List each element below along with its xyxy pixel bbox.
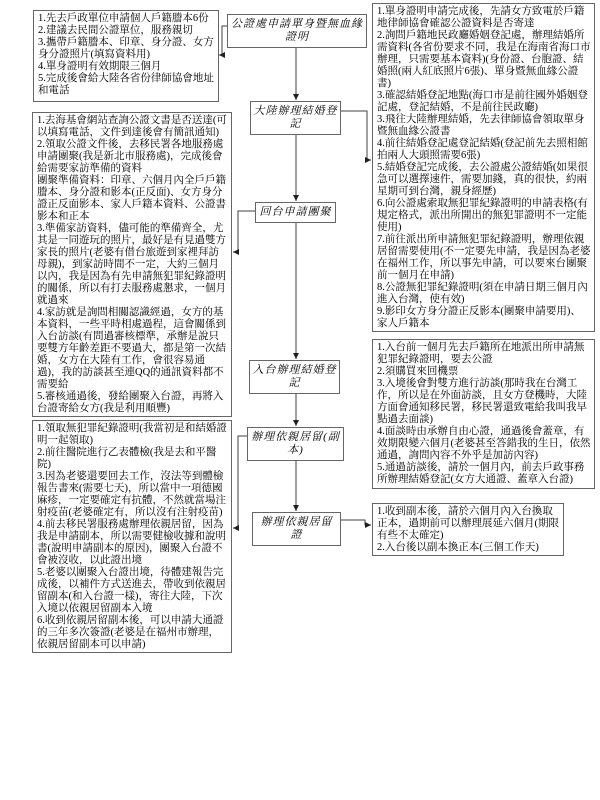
note-item: 2.前往醫院進行乙表體檢(我是去和平醫院) [37, 447, 217, 470]
note-item: 9.影印女方身分證正反影本(團聚申請要用)、家人戶籍本 [377, 306, 581, 329]
note-item: 3.因為老婆還要回去工作，沒法等到體檢報告書來(需要七天)，所以當中一項德國麻疹，一定要確定有抗體，不然就當場注射疫苗(老婆確定有，所以沒有注射疫苗) [37, 471, 226, 518]
note-item: 4.前去移民署服務處辦理依親居留，因為我是申請副本，所以需要健檢收據和說明書(說明申請副本的原因)，團聚入台證不會被沒收，以此證出境 [37, 519, 226, 566]
note-item: 5.結婚登記完成後，去公證處公證結婚(如果很急可以選擇速件，需要加錢，真的很快，約兩星期可到台灣，親身經歷) [377, 162, 588, 197]
note-item: 3.攜帶戶籍謄本、印章、身分證、女方身分證照片(填寫資料用) [38, 37, 214, 60]
note-item: 8.公證無犯罪紀錄證明(須在申請日期三個月內進入台灣，使有效) [377, 282, 588, 305]
note-item: 5.審核通過後，發給團聚入台證，再將入台證寄給女方(我是利用順豐) [37, 391, 224, 414]
note-item: 1.領取無犯罪紀錄證明(我當初是和結婚證明一起領取) [37, 423, 227, 446]
note-item: 1.先去戶政單位申請個人戶籍謄本6份 [38, 13, 209, 24]
note-item: 2.建議去民間公證單位，服務親切 [38, 25, 193, 36]
note-item: 2.入台後以副本換正本(三個工作天) [377, 542, 539, 553]
flow-step-mainland-marriage-registration [250, 101, 341, 135]
flow-step-dependent-residency-certificate [252, 512, 341, 546]
flow-step-label: 回台申請團聚 [259, 206, 332, 218]
right-note-2 [372, 339, 595, 489]
note-item: 4.面談時由承辦自由心證，通過後會蓋章，有效期限變六個月(老婆甚至答錯我的生日，依然通過，詢問內容不外乎是加訪內容) [377, 426, 591, 461]
note-item: 4.家訪就是詢問相關認識經過，女方的基本資料，一些平時相處過程，這會關係到入台訪談(有問過審核標準，承辦是說只要雙方年齡差距不要過大，都是第一次結婚，女方在大陸有工作，會很容易通過)，我的訪談甚至連QQ的通訊資料都不需要給 [37, 307, 226, 390]
flow-step-label: 辦理依親居留證 [260, 516, 333, 541]
note-item: 1.收到副本後，請於六個月內入台換取正本，過期前可以辦理展延六個月(期限有些不太確定) [377, 506, 559, 541]
note-item: 團聚準備資料：印章、六個月內全戶戶籍謄本、身分證和影本(正反面)、女方身分證正反面影本、家人戶籍本資料、公證書影本和正本 [37, 175, 226, 222]
arrow-step2-right-note1 [340, 111, 371, 160]
note-item: 3.入境後會對雙方進行訪談(那時我在台灣工作，所以是在外面訪談，且女方登機時，大陸方面會通知移民署，移民署還致電給我叫我早點過去面談) [377, 378, 587, 425]
note-item: 4.前往結婚登記處登記結婚(登記前先去照相館拍兩人大頭照需要6張) [377, 138, 588, 161]
note-item: 4.單身證明有效期限三個月 [38, 61, 162, 72]
note-item: 5.通過訪談後，請於一個月內，前去戶政事務所辦理結婚登記(女方大通證、蓋章入台證) [377, 462, 585, 485]
note-item: 3.確認結婚登記地點(海口市是前往國外婚姻登記處，登記結婚，不是前往民政廳) [377, 90, 588, 113]
left-note-1 [33, 10, 219, 102]
arrow-step1-left-note1 [219, 26, 227, 55]
note-item: 5.完成後會給大陸各省份律師協會地址和電話 [38, 73, 214, 96]
flow-step-notary-single-certificate [227, 14, 367, 48]
arrow-step6-right-note3 [340, 520, 371, 525]
note-item: 2.詢問戶籍地民政廳婚姻登記處，辦理結婚所需資料(各省份要求不同，我是在海南省海口市辦理，只需要基本資料)(身份證、台胞證、結婚照(兩人紅底照片6張)、單身暨無血緣公證書) [377, 30, 591, 89]
flow-step-taiwan-marriage-registration [249, 360, 340, 394]
note-item: 1.單身證明申請完成後，先請女方致電於戶籍地律師協會確認公證資料是否寄達 [377, 6, 585, 29]
left-note-3 [32, 420, 232, 653]
note-item: 5.老婆以團聚入台證出境，待體建報告完成後，以補件方式送進去，帶收到依親居留副本(和入台證一樣)，寄往大陸，下次入境以依親居留副本入境 [37, 567, 226, 614]
note-item: 6.向公證處索取無犯罪紀錄證明的申請表格(有規定格式，派出所開出的無犯罪證明不一定能使用) [377, 198, 588, 233]
right-note-3 [372, 503, 564, 556]
note-item: 1.去海基會網站查詢公證文書是否送達(可以填寫電話，文件到達後會有簡訊通知) [37, 115, 227, 138]
flow-step-label: 入台辦理結婚登記 [252, 364, 337, 389]
flow-step-return-taiwan-reunion-application [255, 202, 336, 223]
note-item: 6.收到依親居留副本後，可以申請大通證的三年多次簽證(老婆是在福州市辦理，依親居留副本可以申請) [37, 615, 224, 650]
note-item: 2.領取公證文件後，去移民署各地服務處申請團聚(我是新北市服務處)，完成後會給需要家訪準備的資料 [37, 139, 224, 174]
flow-step-label: 大陸辦理結婚登記 [253, 105, 338, 130]
flow-step-dependent-residency-copy [247, 427, 344, 461]
note-item: 3.準備家訪資料，儘可能的準備齊全，尤其是一同遊玩的照片，最好是有見過雙方家長的照片(老婆有借台旅遊到家裡拜訪母親)，到家訪時間不一定，大約三個月以內，我是因為有先申請無犯罪紀錄證明的關係，所以有打去服務處懇求，一個月就過來 [37, 223, 226, 306]
note-item: 1.入台前一個月先去戶籍所在地派出所申請無犯罪紀錄證明，要去公證 [377, 342, 585, 365]
note-item: 3.飛往大陸辦理結婚，先去律師協會領取單身暨無血緣公證書 [377, 114, 585, 137]
note-item: 2.須購買來回機票 [377, 366, 459, 377]
right-note-1 [372, 3, 595, 332]
left-note-2 [32, 112, 232, 417]
flow-step-label: 公證處申請單身暨無血緣證明 [231, 18, 363, 43]
flow-step-label: 辦理依親居留(副本) [251, 431, 340, 456]
note-item: 7.前往派出所申請無犯罪紀錄證明，辦理依親居留需要使用(不一定要先申請，我是因為老婆在福州工作，所以事先申請，可以要來台團聚前一個月在申請) [377, 234, 591, 281]
arrow-step5-left-note3 [233, 436, 247, 528]
arrow-step3-left-note2 [233, 211, 255, 252]
